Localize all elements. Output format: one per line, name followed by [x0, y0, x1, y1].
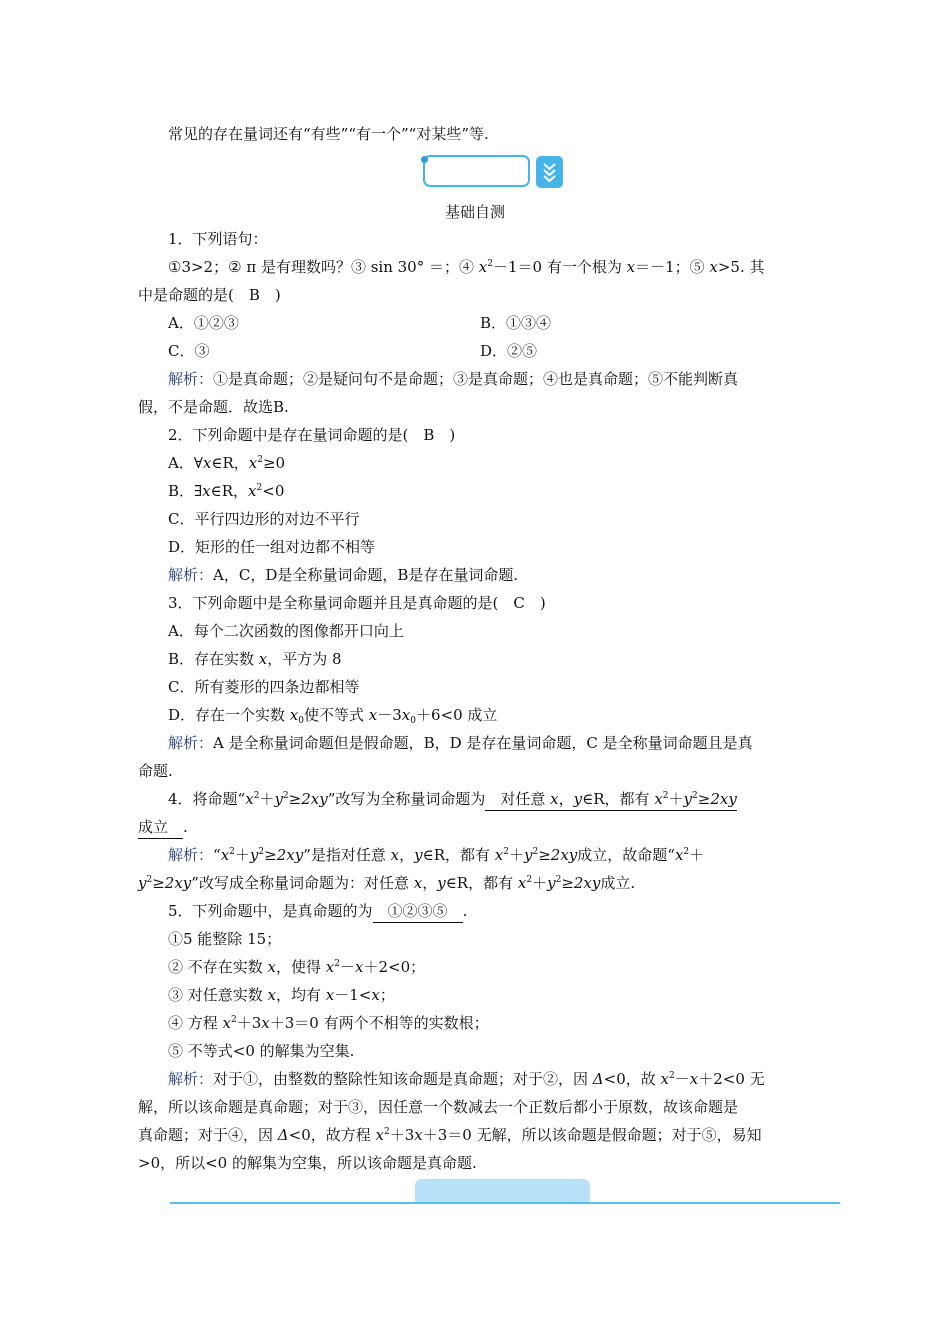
q2-option-c: C．平行四边形的对边不平行 [168, 510, 360, 528]
q5-statement-3: ③ 对任意实数 x，均有 x－1<x； [168, 986, 395, 1004]
section-banner [423, 155, 530, 187]
q5-analysis-4: >0，所以<0 的解集为空集，所以该命题是真命题. [138, 1154, 477, 1172]
q1-option-d: D．②⑤ [480, 342, 538, 360]
analysis-label: 解析： [168, 846, 214, 864]
q4-analysis: 解析：“$x^2+y^2\ge 2xy$”是指对任意 x，y∈R，都有 $x^2+y^2\ge 2xy$成立，故命题“$x^2+$ [168, 846, 705, 864]
chevron-down-icon [542, 161, 557, 183]
banner-dot [421, 156, 428, 163]
q1-stem: 1．下列语句： [168, 230, 268, 248]
q3-option-d: D．存在一个实数 $x_0$使不等式 $x-3x_0+6<0$ 成立 [168, 706, 498, 726]
q2-stem: 2．下列命题中是存在量词命题的是( B ) [168, 426, 456, 444]
analysis-label: 解析： [168, 370, 214, 388]
q5-statement-1: ①5 能整除 15； [168, 930, 282, 948]
q3-analysis-cont: 命题. [138, 762, 173, 780]
q1-option-a: A．①②③ [168, 314, 239, 332]
q1-options-row2 [168, 337, 848, 365]
q2-option-b: B．∃x∈R，$x^2<0$ [168, 482, 285, 500]
q3-option-c: C．所有菱形的四条边都相等 [168, 678, 360, 696]
q1-option-c: C．③ [168, 342, 210, 360]
q3-option-b: B．存在实数 x，平方为 8 [168, 650, 342, 668]
footer-tab [415, 1179, 590, 1203]
analysis-label: 解析： [168, 566, 214, 584]
section-title: 基础自测 [444, 203, 505, 221]
q3-stem: 3．下列命题中是全称量词命题并且是真命题的是( C ) [168, 594, 546, 612]
q5-analysis-3: 真命题；对于④，因 Δ<0，故方程 $x^2+3x+3=0$ 无解，所以该命题是假命题；对于⑤，易知 [138, 1126, 762, 1144]
q2-analysis: 解析：A，C，D是全称量词命题，B是存在量词命题. [168, 566, 519, 584]
q3-analysis: 解析：A 是全称量词命题但是假命题，B，D 是存在量词命题，C 是全称量词命题且是真 [168, 734, 753, 752]
q1-analysis-cont: 假，不是命题．故选B. [138, 398, 289, 416]
q1-items: ①3>2；② π 是有理数吗？③ sin 30° ＝；④ $x^2-1=0$ 有一个根为 x＝－1；⑤ x>5. 其 [168, 258, 765, 276]
q4-analysis-cont: $y^2\ge 2xy$”改写成全称量词命题为：对任意 x，y∈R，都有 $x^2+y^2\ge 2xy$成立. [138, 874, 636, 892]
q2-option-d: D．矩形的任一组对边都不相等 [168, 538, 376, 556]
q1-stem2: 中是命题的是( B ) [138, 286, 281, 304]
q4-answer-cont: 成立 . [138, 813, 818, 841]
analysis-label: 解析： [168, 1070, 214, 1088]
q5-statement-2: ② 不存在实数 x，使得 $x^2-x+2<0$； [168, 958, 426, 976]
q4-answer-blank: 对任意 x，y∈R，都有 $x^2+y^2\ge 2xy$ [485, 788, 736, 811]
expand-button[interactable] [536, 156, 563, 188]
q1-options-row1 [168, 309, 848, 337]
q5-analysis-2: 解，所以该命题是真命题；对于③，因任意一个数减去一个正数后都小于原数，故该命题是 [138, 1098, 739, 1116]
footer-divider [170, 1202, 840, 1204]
q5-answer-blank: ①②③⑤ [373, 900, 463, 923]
q4-stem: 4．将命题“$x^2+y^2\ge 2xy$”改写为全称量词命题为 对任意 x，y∈R，都有 $x^2+y^2\ge 2xy$ [168, 785, 848, 813]
q5-analysis: 解析：对于①，由整数的整除性知该命题是真命题；对于②，因 Δ<0，故 $x^2-x+2<0$ 无 [168, 1070, 765, 1088]
q1-analysis: 解析：①是真命题；②是疑问句不是命题；③是真命题；④也是真命题；⑤不能判断真 [168, 370, 739, 388]
analysis-label: 解析： [168, 734, 214, 752]
q2-option-a: A．∀x∈R，$x^2\ge 0$ [168, 454, 286, 472]
intro-text: 常见的存在量词还有“有些”“有一个”“对某些”等. [168, 125, 489, 143]
q5-statement-5: ⑤ 不等式<0 的解集为空集. [168, 1042, 355, 1060]
q3-option-a: A．每个二次函数的图像都开口向上 [168, 622, 404, 640]
q1-option-b: B．①③④ [480, 314, 552, 332]
q5-stem: 5．下列命题中，是真命题的为 ①②③⑤ . [168, 897, 848, 925]
q5-statement-4: ④ 方程 $x^2+3x+3=0$ 有两个不相等的实数根； [168, 1014, 489, 1032]
